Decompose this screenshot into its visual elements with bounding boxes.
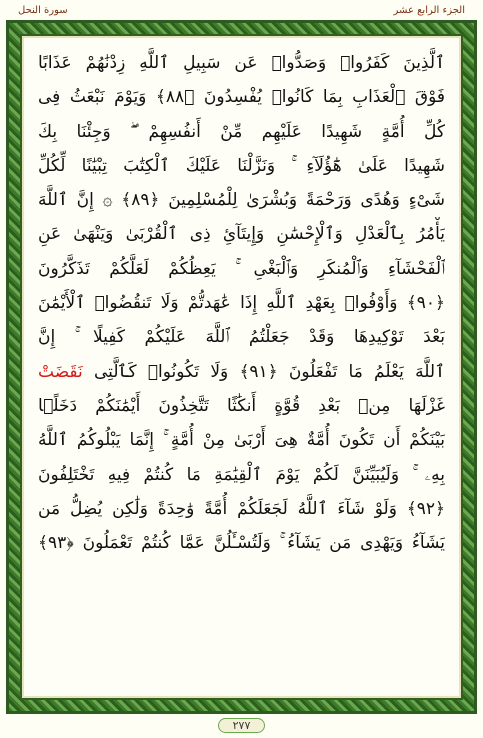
juz-label: الجزء الرابع عشر <box>393 5 465 16</box>
text-line-1: ٱلَّذِينَ كَفَرُوا۟ وَصَدُّوا۟ عَن سَبِيلِ ٱللَّهِ زِدْنَٰهُمْ عَذَابًا <box>38 53 445 73</box>
text-line-2: فَوْقَ ٱلْعَذَابِ بِمَا كَانُوا۟ يُفْسِدُونَ ﴿٨٨﴾ وَيَوْمَ نَبْعَثُ فِى <box>38 87 445 108</box>
text-line-13: بِهِۦ ۚ وَلَيُبَيِّنَنَّ لَكُمْ يَوْمَ ٱلْقِيَٰمَةِ مَا كُنتُمْ فِيهِ تَخْتَلِفُونَ <box>38 464 445 485</box>
text-line-12: بَيْنَكُمْ أَن تَكُونَ أُمَّةٌ هِىَ أَرْبَىٰ مِنْ أُمَّةٍ ۚ إِنَّمَا يَبْلُوكُمُ ٱللَّهُ <box>38 430 445 451</box>
text-line-15: يَشَآءُ وَيَهْدِى مَن يَشَآءُ ۚ وَلَتُسْـَٔلُنَّ عَمَّا كُنتُمْ تَعْمَلُونَ ﴿٩٣﴾ <box>38 533 445 554</box>
text-line-3: كُلِّ أُمَّةٍ شَهِيدًا عَلَيْهِم مِّنْ أَنفُسِهِمْ ۖ وَجِئْنَا بِكَ <box>38 121 445 142</box>
page-number: ٢٧٧ <box>218 718 266 733</box>
surah-label: سورة النحل <box>18 5 68 16</box>
highlighted-word: نَقَضَتْ <box>38 361 83 382</box>
ornamental-border <box>6 20 477 714</box>
text-line-10 <box>38 355 445 389</box>
text-line-9: بَعْدَ تَوْكِيدِهَا وَقَدْ جَعَلْتُمُ ٱللَّهَ عَلَيْكُمْ كَفِيلًا ۚ إِنَّ <box>38 327 445 348</box>
quran-text <box>38 46 445 692</box>
text-line-5: شَىْءٍ وَهُدًى وَرَحْمَةً وَبُشْرَىٰ لِلْمُسْلِمِينَ ﴿٨٩﴾ ۞ إِنَّ ٱللَّهَ <box>38 190 445 211</box>
text-line-6: يَأْمُرُ بِٱلْعَدْلِ وَٱلْإِحْسَٰنِ وَإِيتَآئِ ذِى ٱلْقُرْبَىٰ وَيَنْهَىٰ عَنِ <box>38 224 445 245</box>
text-line-4: شَهِيدًا عَلَىٰ هَٰٓؤُلَآءِ ۚ وَنَزَّلْنَا عَلَيْكَ ٱلْكِتَٰبَ تِبْيَٰنًا لِّكُلِّ <box>38 155 445 176</box>
text-panel <box>20 34 463 700</box>
text-line-11: غَزْلَهَا مِنۢ بَعْدِ قُوَّةٍ أَنكَٰثًا تَتَّخِذُونَ أَيْمَٰنَكُمْ دَخَلًۢا <box>38 395 445 416</box>
text-line-14: ﴿٩٢﴾ وَلَوْ شَآءَ ٱللَّهُ لَجَعَلَكُمْ أُمَّةً وَٰحِدَةً وَلَٰكِن يُضِلُّ مَن <box>38 498 445 519</box>
page-header <box>10 4 473 20</box>
page-footer <box>0 714 483 736</box>
text-line-10-main: ٱللَّهَ يَعْلَمُ مَا تَفْعَلُونَ ﴿٩١﴾ وَلَا تَكُونُوا۟ كَٱلَّتِى <box>94 361 445 382</box>
text-line-8: ﴿٩٠﴾ وَأَوْفُوا۟ بِعَهْدِ ٱللَّهِ إِذَا عَٰهَدتُّمْ وَلَا تَنقُضُوا۟ ٱلْأَيْمَٰنَ <box>38 293 445 314</box>
text-line-7: ٱلْفَحْشَآءِ وَٱلْمُنكَرِ وَٱلْبَغْىِ ۚ يَعِظُكُمْ لَعَلَّكُمْ تَذَكَّرُونَ <box>38 258 445 279</box>
